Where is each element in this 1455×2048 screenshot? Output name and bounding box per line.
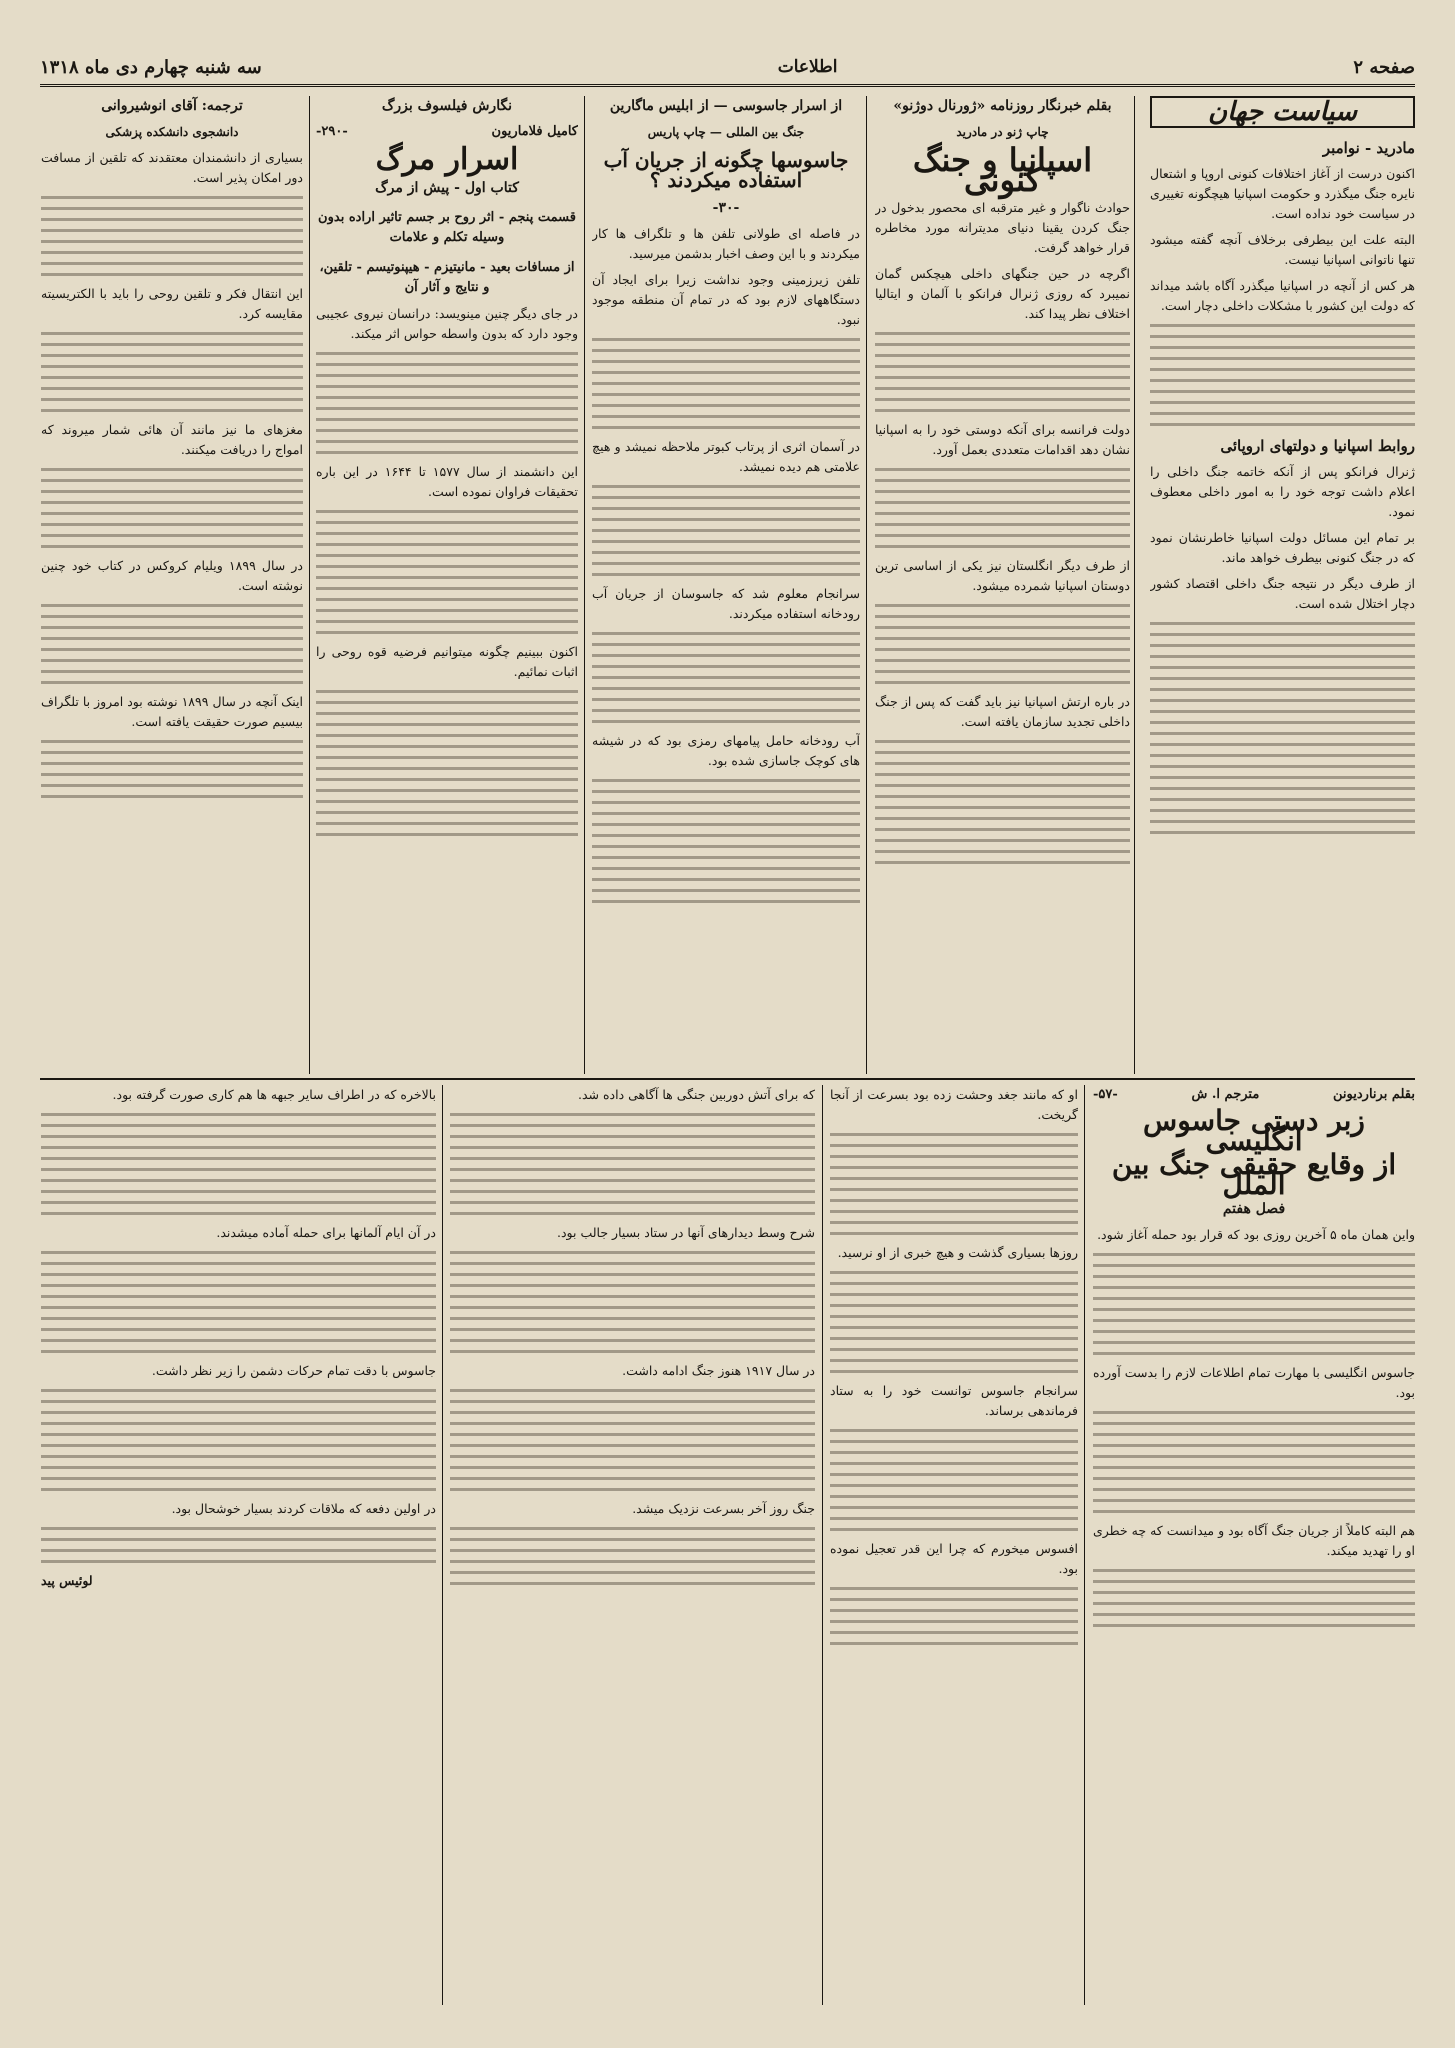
article-title: اسرار مرگ [375,142,519,177]
installment-number: -۳۰- [712,200,740,216]
text-lines [450,1389,815,1491]
paragraph: در سال ۱۸۹۹ ویلیام کروکس در کتاب خود چنین نوشته است. [41,558,303,593]
byline: بقلم خبرنگار روزنامه «ژورنال دوژنو» [893,98,1112,114]
byline: نگارش فیلسوف بزرگ [381,98,513,114]
author-row [316,122,578,142]
serial-title-2: از وقایع حقیقی جنگ بین الملل [1111,1148,1397,1201]
translator-subline: دانشجوی دانشکده پزشکی [105,125,239,139]
paragraph: جاسوس انگلیسی با مهارت تمام اطلاعات لازم را بدست آورده بود. [1093,1365,1415,1400]
paragraph: بالاخره که در اطراف سایر جبهه ها هم کاری صورت گرفته بود. [112,1087,436,1102]
text-lines [316,510,578,634]
text-lines [875,468,1130,548]
paragraph: مغزهای ما نیز مانند آن هائی شمار میروند که امواج را دریافت میکنند. [41,422,303,457]
subline: جنگ بین المللی — چاپ پاریس [647,125,805,139]
section-title: سیاست جهان [1150,96,1415,128]
serial-continuation-column [450,1085,815,2000]
paragraph: اگرچه در حین جنگهای داخلی هیچکس گمان نمیبرد که روزی ژنرال فرانکو با آلمان و ایتالیا اختلاف نظر پیدا کند. [875,266,1130,321]
serial-continuation-column [830,1085,1078,2000]
text-lines [450,1113,815,1215]
paragraph: واین همان ماه ۵ آخرین روزی بود که قرار بود حمله آغاز شود. [1097,1227,1415,1242]
text-lines [316,352,578,454]
paragraph: البته علت این بیطرفی برخلاف آنچه گفته میشود تنها ناتوانی اسپانیا نیست. [1150,232,1415,267]
text-lines [41,332,303,412]
column-divider [822,1085,823,2005]
paragraph: سرانجام جاسوس توانست خود را به ستاد فرماندهی برساند. [830,1383,1078,1418]
text-lines [450,1251,815,1353]
spain-article-column [875,96,1130,1066]
paragraph: در اولین دفعه که ملاقات کردند بسیار خوشحال بود. [171,1501,436,1516]
paragraph: از طرف دیگر انگلستان نیز یکی از اساسی ترین دوستان اسپانیا شمرده میشود. [875,558,1130,593]
text-lines [450,1527,815,1585]
paragraph: اکنون درست از آغاز اختلافات کنونی اروپا و اشتعال نایره جنگ میگذرد و حکومت اسپانیا هیچگونه تغییری در سیاست خود نداده است. [1150,166,1415,221]
text-lines [1093,1569,1415,1627]
paragraph: ژنرال فرانکو پس از آنکه خاتمه جنگ داخلی را اعلام داشت توجه خود را به امور داخلی معطوف نمود. [1150,464,1415,519]
paragraph: هر کس از آنچه در اسپانیا میگذرد آگاه باشد میداند که دولت این کشور با مشکلات داخلی دچار است. [1150,278,1415,313]
paragraph: در آن ایام آلمانها برای حمله آماده میشدند. [216,1225,436,1240]
byline: از اسرار جاسوسی — از ابلیس ماگارین [609,98,843,114]
article-title: جاسوسها چگونه از جریان آب استفاده میکردند ؟ [603,148,849,192]
subline: چاپ ژنو در مادرید [956,125,1049,139]
paragraph: او که مانند جغد وحشت زده بود بسرعت از آنجا گریخت. [830,1087,1078,1122]
text-lines [592,632,860,723]
column-divider [309,96,310,1074]
chapter-label: فصل هفتم [1222,1201,1286,1217]
section-label-2: از مسافات بعید - مانیتیزم - هیپنوتیسم - تلقین، و نتایج و آثار آن [319,260,575,295]
page-number-label: صفحه ۲ [1353,56,1415,78]
text-lines [41,604,303,684]
paragraph: این انتقال فکر و تلقین روحی را باید با الکتریسیته مقایسه کرد. [41,286,303,321]
paragraph: حوادث ناگوار و غیر مترقبه ای محصور بدخول در جنگ کردن یقینا دنیای مدیترانه مورد مخاطره قرار خواهد گرفت. [875,200,1130,255]
paragraph: در فاصله ای طولانی تلفن ها و تلگراف ها کار میکردند و با این وصف اخبار بدشمن میرسید. [592,226,860,261]
paragraph: اینک آنچه در سال ۱۸۹۹ نوشته بود امروز با تلگراف بیسیم صورت حقیقت یافته است. [41,694,303,729]
british-spy-serial-column [1093,1085,1415,2000]
translator: مترجم ا. ش [1191,1087,1260,1102]
text-lines [592,779,860,903]
secrets-of-death-column [316,96,578,1066]
text-lines [830,1587,1078,1645]
newspaper-name: اطلاعات [777,57,838,77]
column-divider [866,96,867,1074]
serial-title: زبر دستی جاسوس انگلیسی [1143,1104,1365,1157]
section-label: قسمت پنجم - اثر روح بر جسم تاثیر اراده بدون وسیله تکلم و علامات [318,210,576,245]
text-lines [592,485,860,576]
paragraph: جاسوس با دقت تمام حرکات دشمن را زیر نظر داشت. [151,1363,436,1378]
text-lines [592,338,860,429]
text-lines [41,196,303,276]
text-lines [41,468,303,548]
text-lines [1093,1411,1415,1513]
translator-column [41,96,303,1066]
paragraph: در آسمان اثری از پرتاب کبوتر ملاحظه نمیشد و هیچ علامتی هم دیده نمیشد. [592,439,860,474]
book-label: کتاب اول - پیش از مرگ [375,180,519,196]
text-lines [830,1429,1078,1531]
paragraph: تلفن زیرزمینی وجود نداشت زیرا برای ایجاد آن دستگاههای لازم بود که در تمام آن منطقه موجود نبود. [592,272,860,327]
paragraph: سرانجام معلوم شد که جاسوسان از جریان آب رودخانه استفاده میکردند. [592,586,860,621]
column-divider [584,96,585,1074]
paragraph: این دانشمند از سال ۱۵۷۷ تا ۱۶۴۴ در این باره تحقیقات فراوان نموده است. [316,464,578,499]
column-divider [442,1085,443,2005]
text-lines [41,1251,436,1353]
paragraph: بر تمام این مسائل دولت اسپانیا خاطرنشان نمود که در جنگ کنونی بیطرف خواهد ماند. [1150,530,1415,565]
installment-number: -۵۷- [1093,1087,1118,1102]
paragraph: اکنون ببینیم چگونه میتوانیم فرضیه قوه روحی را اثبات نمائیم. [316,644,578,679]
serial-continuation-column [41,1085,436,2000]
column-divider [1134,96,1135,1074]
text-lines [875,604,1130,684]
column-divider [1084,1085,1085,2005]
paragraph: جنگ روز آخر بسرعت نزدیک میشد. [632,1501,815,1516]
text-lines [1150,324,1415,426]
text-lines [316,690,578,836]
dateline: مادرید - نوامبر [1322,139,1415,157]
section-divider [40,1078,1415,1080]
paragraph: از طرف دیگر در نتیجه جنگ داخلی اقتصاد کشور دچار اختلال شده است. [1150,576,1415,611]
paragraph: آب رودخانه حامل پیامهای رمزی بود که در شیشه های کوچک جاسازی شده بود. [592,733,860,768]
subheading: روابط اسپانیا و دولتهای اروپائی [1220,437,1415,455]
article-title: اسپانیا و جنگ کنونی [912,141,1093,199]
installment-number: -۲۹۰- [316,124,348,139]
text-lines [830,1133,1078,1235]
paragraph: شرح وسط دیدارهای آنها در ستاد بسیار جالب بود. [557,1225,815,1240]
byline: بقلم برناردیونن [1333,1087,1415,1102]
paragraph: هم البته کاملاً از جریان جنگ آگاه بود و میدانست که چه خطری او را تهدید میکند. [1093,1523,1415,1558]
text-lines [830,1271,1078,1373]
page-header [40,50,1415,87]
paragraph: روزها بسیاری گذشت و هیچ خبری از او نرسید. [837,1245,1078,1260]
translator-byline: ترجمه: آقای انوشیروانی [101,98,243,114]
text-lines [875,332,1130,412]
paragraph: بسیاری از دانشمندان معتقدند که تلقین از مسافت دور امکان پذیر است. [41,150,303,185]
paragraph: در سال ۱۹۱۷ هنوز جنگ ادامه داشت. [622,1363,815,1378]
paragraph: دولت فرانسه برای آنکه دوستی خود را به اسپانیا نشان دهد اقدامات متعددی بعمل آورد. [875,422,1130,457]
text-lines [1150,622,1415,834]
serial-byline-row [1093,1085,1415,1105]
paragraph: در جای دیگر چنین مینویسد: درانسان نیروی عجیبی وجود دارد که بدون واسطه حواس اثر میکند. [316,306,578,341]
author-name: کامیل فلاماریون [491,124,578,139]
text-lines [41,1113,436,1215]
paragraph: که برای آتش دوربین جنگی ها آگاهی داده شد. [578,1087,815,1102]
issue-date: سه شنبه چهارم دی ماه ۱۳۱۸ [40,56,262,78]
text-lines [41,1527,436,1563]
paragraph: افسوس میخورم که چرا این قدر تعجیل نموده بود. [830,1541,1078,1576]
text-lines [41,740,303,798]
spies-serial-column [592,96,860,1066]
text-lines [875,740,1130,864]
world-politics-column [1150,96,1415,1066]
text-lines [41,1389,436,1491]
text-lines [1093,1253,1415,1355]
signoff: لوئیس پید [41,1573,93,1588]
paragraph: در باره ارتش اسپانیا نیز باید گفت که پس از جنگ داخلی تجدید سازمان یافته است. [875,694,1130,729]
